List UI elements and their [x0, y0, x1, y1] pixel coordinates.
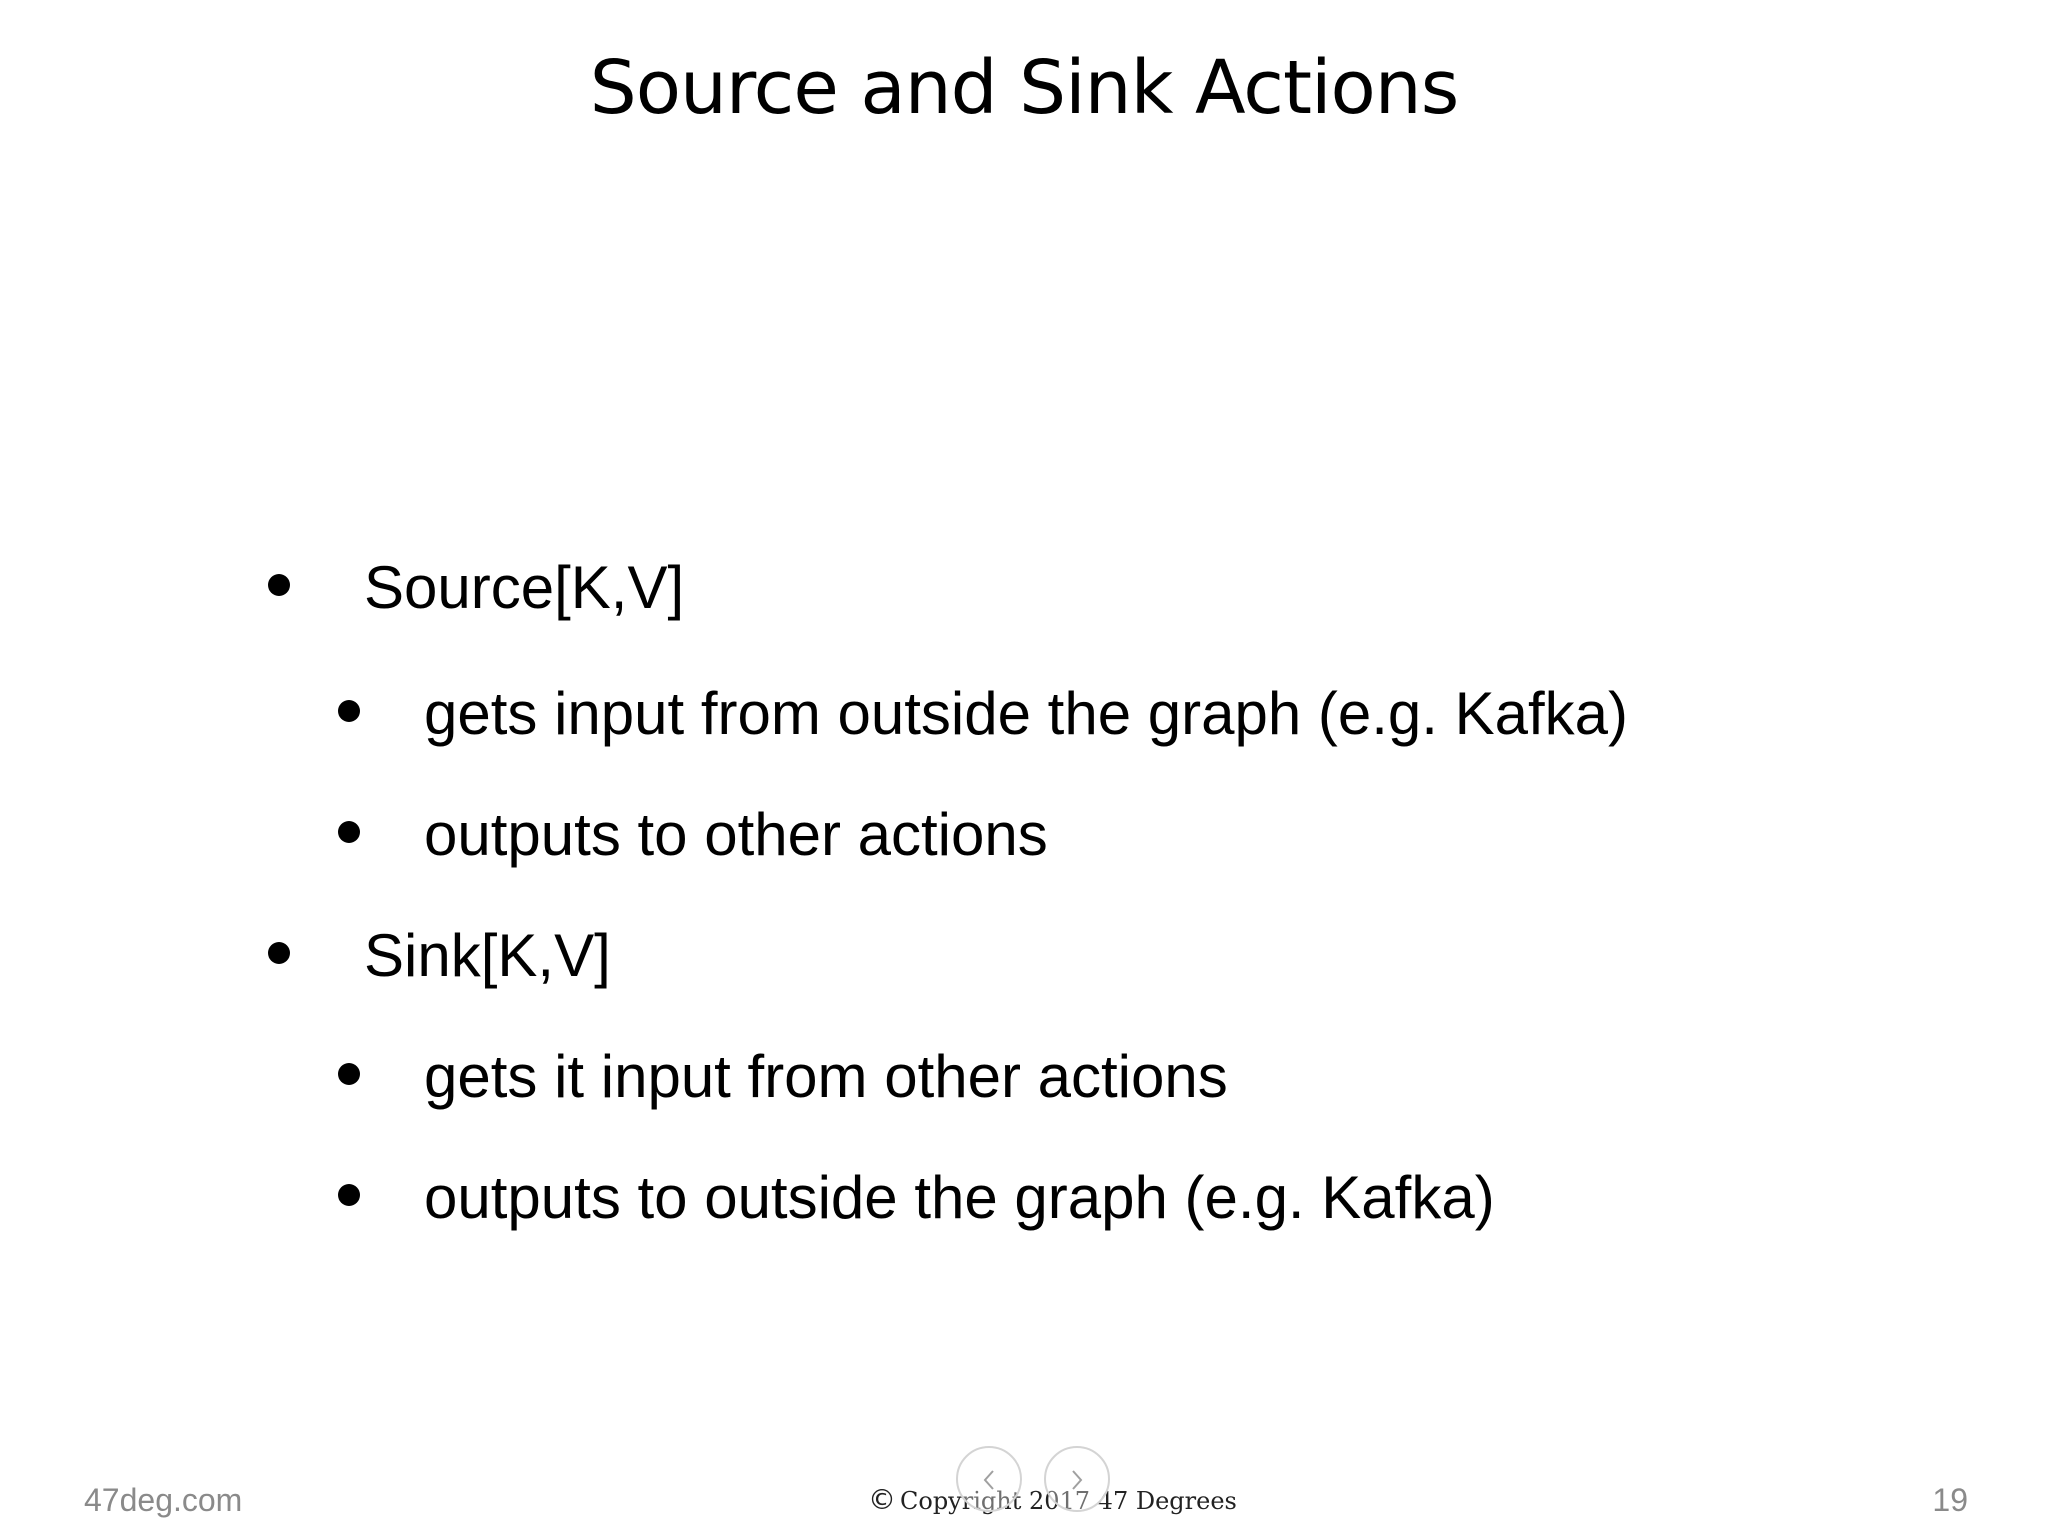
- page-number: 19: [1932, 1482, 1968, 1518]
- bullet-item: gets input from outside the graph (e.g. Kafka): [424, 680, 1629, 747]
- slide-title: Source and Sink Actions: [589, 45, 1459, 131]
- bullet-item: outputs to other actions: [424, 801, 1048, 868]
- chevron-right-icon: [1069, 1468, 1085, 1492]
- bullet-dot: [268, 574, 290, 596]
- bullet-item: Source[K,V]: [364, 554, 685, 621]
- bullet-item: outputs to outside the graph (e.g. Kafka): [424, 1164, 1495, 1231]
- copyright-text: Copyright 2017 47 Degrees: [900, 1487, 1237, 1515]
- footer-website: 47deg.com: [84, 1482, 243, 1518]
- bullet-dot: [338, 821, 360, 843]
- copyright-symbol: ©: [868, 1483, 896, 1516]
- bullet-dot: [338, 700, 360, 722]
- next-slide-button[interactable]: [1044, 1446, 1110, 1512]
- bullet-dot: [268, 942, 290, 964]
- bullet-dot: [338, 1063, 360, 1085]
- chevron-left-icon: [981, 1468, 997, 1492]
- bullet-item: gets it input from other actions: [424, 1043, 1228, 1110]
- previous-slide-button[interactable]: [956, 1446, 1022, 1512]
- bullet-item: Sink[K,V]: [364, 922, 611, 989]
- bullet-dot: [338, 1184, 360, 1206]
